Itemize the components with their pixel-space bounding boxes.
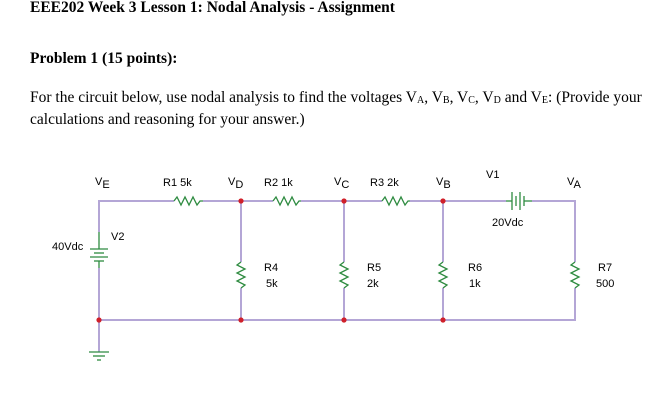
r2-label: R2 1k [264,177,293,189]
resistors [174,197,579,288]
node-label-vb: VB [436,176,451,191]
node-label-ve: VE [95,176,110,191]
resistor-r1 [174,197,203,205]
bottom-node-r5 [341,317,346,322]
r7-name-label: R7 [598,262,613,274]
desc-text-after: : (Provide your calculations and reasoning for your answer.) [30,89,642,128]
v2-value-label: 40Vdc [52,241,84,253]
node-label-vc: VC [334,176,350,191]
desc-sep-4: and V [500,89,542,106]
desc-sub-c: C [468,95,475,106]
node-label-vd: VD [228,176,244,191]
circuit-labels [52,169,614,290]
resistor-r2 [273,197,301,205]
desc-sub-b: B [442,95,450,106]
r4-name-label: R4 [264,262,279,274]
resistor-r3 [382,197,410,205]
r5-name-label: R5 [367,262,382,274]
desc-sep-3: , V [474,89,494,106]
node-label-va: VA [567,176,581,191]
desc-sub-d: D [493,95,501,106]
battery-v2-icon [90,232,108,268]
v1-name-label: V1 [486,169,500,181]
r6-value-label: 1k [469,278,481,290]
r5-value-label: 2k [367,278,379,290]
resistor-r5 [340,262,348,288]
v1-value-label: 20Vdc [492,217,524,229]
bottom-node-r6 [440,317,445,322]
r4-value-label: 5k [266,278,278,290]
page-title: EEE202 Week 3 Lesson 1: Nodal Analysis - Assignment [30,0,395,16]
top-wire-right [532,201,575,262]
node-b-dot [440,198,445,203]
v2-name-label: V2 [111,231,125,243]
top-wire-left [99,201,174,232]
r3-label: R3 2k [370,177,399,189]
problem-heading: Problem 1 (15 points): [30,50,178,67]
bottom-wire [99,288,575,320]
circuit-nodes [96,198,445,322]
battery-v1-icon [506,192,532,210]
desc-text-before: For the circuit below, use nodal analysis to find the voltages V [30,89,417,106]
bottom-node-r4 [238,317,243,322]
ground-icon [89,352,109,360]
desc-sub-e: E [541,95,548,106]
desc-sub-a: A [417,95,425,106]
desc-sep-2: , V [449,89,469,106]
resistor-r4 [237,262,245,288]
r1-label: R1 5k [163,177,192,189]
r6-name-label: R6 [468,262,483,274]
resistor-r7 [571,262,579,288]
node-c-dot [341,198,346,203]
node-d-dot [238,198,243,203]
bottom-node-v2 [96,317,101,322]
r7-value-label: 500 [596,278,615,290]
desc-sep-1: , V [424,89,443,106]
voltage-sources [89,192,532,360]
resistor-r6 [439,262,447,288]
